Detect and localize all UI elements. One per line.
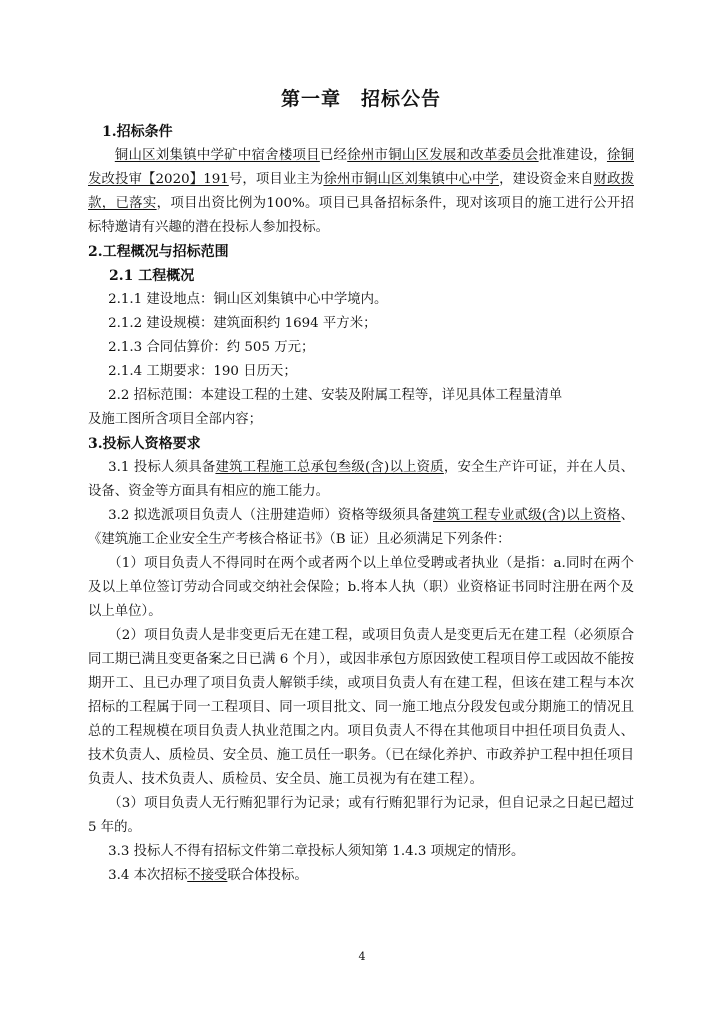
text-run: 3.1 投标人须具备 <box>108 460 216 475</box>
section-1-paragraph <box>88 144 634 240</box>
text-run: 、《建筑施工企业安全生产考核合格证书》（B 证）且必须满足下列条件： <box>88 508 634 547</box>
consortium-not-accepted: 不接受 <box>187 868 228 883</box>
text-run: 3.2 拟选派项目负责人（注册建造师）资格等级须具备 <box>108 508 433 523</box>
section-2-heading: 2.工程概况与招标范围 <box>88 244 229 260</box>
project-name: 铜山区刘集镇中学矿中宿舍楼项目 <box>114 148 320 163</box>
text-run: 联合体投标。 <box>227 868 308 883</box>
requirement-3-2 <box>88 504 634 552</box>
text-run: ，安全生产许可证，并在人员、设备、资金等方面具有相应的施工能力。 <box>88 460 634 499</box>
tender-scope-line-1: 2.2 招标范围：本建设工程的土建、安装及附属工程等，详见具体工程量清单 <box>108 388 563 403</box>
overview-item-price: 2.1.3 合同估算价：约 505 万元； <box>108 340 315 355</box>
page-content <box>88 84 634 888</box>
section-3-heading: 3.投标人资格要求 <box>88 436 201 452</box>
requirement-3-1 <box>88 456 634 504</box>
required-qualification: 建筑工程施工总承包叁级(含)以上资质 <box>215 460 444 475</box>
page-number: 4 <box>358 950 366 963</box>
condition-2: （2）项目负责人是非变更后无在建工程，或项目负责人是变更后无在建工程（必须原合同工期已满且变更备案之日已满 6 个月），或因非承包方原因致使工程项目停工或因故不能按期开工、且已办理了项目负责人解锁手续，或项目负责人有在建工程，但该在建工程与本次招标的工程属于同一工程项目、同一项目批文、同一施工地点分段发包或分期施工的情况且总的工程规模在项目负责人执业范围之内。项目负责人不得在其他项目中担任项目负责人、技术负责人、质检员、安全员、施工员任一职务。（已在绿化养护、市政养护工程中担任项目负责人、技术负责人、质检员、安全员、施工员视为有在建工程）。 <box>88 628 634 787</box>
requirement-3-3: 3.3 投标人不得有招标文件第二章投标人须知第 1.4.3 项规定的情形。 <box>108 844 525 859</box>
text-run: 批准建设， <box>538 148 607 163</box>
text-run: ，项目出资比例为100%。项目已具备招标条件，现对该项目的施工进行公开招标特邀请有兴趣的潜在投标人参加投标。 <box>88 196 635 235</box>
project-owner: 徐州市铜山区刘集镇中心中学 <box>323 172 500 187</box>
overview-item-scale: 2.1.2 建设规模：建筑面积约 1694 平方米； <box>108 316 377 331</box>
condition-1: （1）项目负责人不得同时在两个或者两个以上单位受聘或者执业（是指：a.同时在两个及以上单位签订劳动合同或交纳社会保险；b.将本人执（职）业资格证书同时注册在两个及以上单位）。 <box>88 556 634 619</box>
tender-scope-line-2: 及施工图所含项目全部内容； <box>88 412 263 427</box>
approval-authority: 徐州市铜山区发展和改革委员会 <box>347 148 539 163</box>
text-run: 3.4 本次招标 <box>108 868 188 883</box>
text-run: 已经 <box>319 148 348 163</box>
funding-source: 财政拨款，已落实 <box>88 172 635 211</box>
requirement-3-4 <box>88 864 634 888</box>
chapter-title: 第一章 招标公告 <box>280 88 441 110</box>
section-2-1-heading: 2.1 工程概况 <box>109 268 195 284</box>
section-1-heading: 1.招标条件 <box>102 124 173 140</box>
text-run: ，建设资金来自 <box>499 172 594 187</box>
text-run: 号，项目业主为 <box>228 172 324 187</box>
required-manager-grade: 建筑工程专业贰级(含)以上资格 <box>432 508 621 523</box>
overview-item-duration: 2.1.4 工期要求：190 日历天； <box>108 364 297 379</box>
overview-item-location: 2.1.1 建设地点：铜山区刘集镇中心中学境内。 <box>108 292 388 307</box>
approval-number: 徐铜发改投审【2020】191 <box>88 148 635 187</box>
condition-3: （3）项目负责人无行贿犯罪行为记录；或有行贿犯罪行为记录，但自记录之日起已超过 5 年的。 <box>88 796 634 835</box>
